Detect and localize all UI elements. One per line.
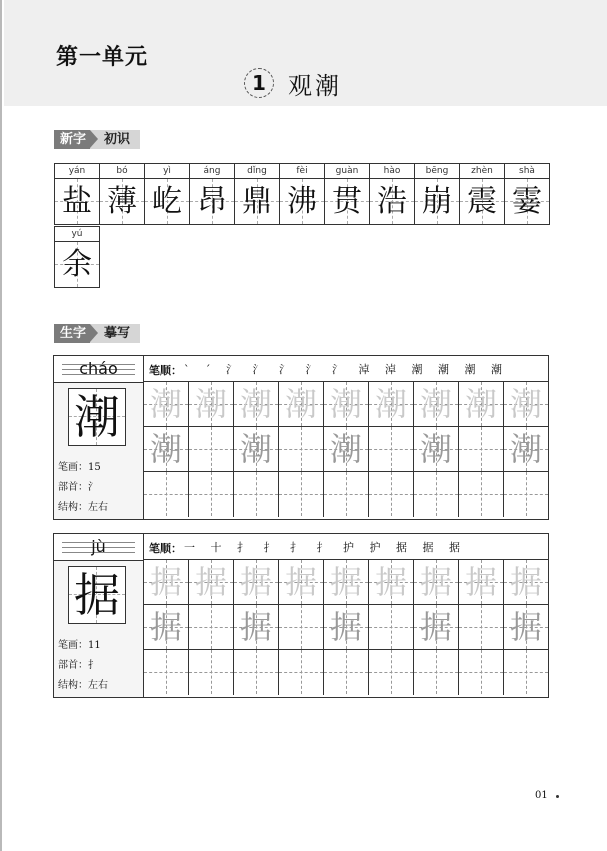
new-char-cell [459,163,505,225]
guide-line-v [301,472,302,516]
page-header [4,0,607,106]
practice-cell[interactable] [234,382,279,427]
guide-line-v [301,650,302,694]
practice-cell[interactable] [189,560,234,605]
new-char-pinyin: bēng [415,164,459,179]
practice-cell[interactable] [504,427,549,472]
practice-cell[interactable] [414,560,459,605]
practice-cell[interactable] [459,650,504,695]
page-number: 01 [535,790,548,801]
practice-cell[interactable] [279,472,324,517]
practice-cell[interactable] [459,427,504,472]
guide-line-v [166,650,167,694]
trace-char: 潮 [194,385,227,423]
new-char-glyph: 薄 [107,184,137,219]
practice-cell[interactable] [144,427,189,472]
trace-char: 潮 [509,385,542,423]
practice-cell[interactable] [504,382,549,427]
practice-pinyin: cháo [79,359,118,378]
practice-cell[interactable] [144,605,189,650]
new-char-glyph: 崩 [422,184,452,219]
new-char-cell [234,163,280,225]
practice-cell[interactable] [279,560,324,605]
new-char-pinyin: yú [55,227,99,242]
practice-cell[interactable] [369,472,414,517]
section-tag-new-chars [54,130,140,149]
guide-line-v [211,427,212,471]
guide-line-v [436,472,437,516]
model-char: 潮 [74,390,120,444]
guide-line-v [211,605,212,649]
practice-block [53,355,549,520]
tag-dark: 新字 [54,130,90,149]
stroke-count-label: 笔画：11 [58,640,101,651]
guide-line-v [391,427,392,471]
practice-cell[interactable] [324,650,369,695]
new-char-pinyin: yì [145,164,189,179]
practice-cell[interactable] [279,382,324,427]
new-char-cell [369,163,415,225]
trace-char: 据 [194,563,227,601]
guide-line-v [301,605,302,649]
stroke-order-label: 笔顺： [149,364,182,377]
guide-line-v [391,605,392,649]
stroke-sequence: ` ˊ 氵 氵 氵 氵 氵 淖 淖 潮 潮 潮 潮 [184,363,508,376]
practice-cell[interactable] [324,472,369,517]
trace-char: 据 [329,608,362,646]
lesson-heading [244,66,342,100]
practice-cell[interactable] [504,605,549,650]
practice-cell[interactable] [234,427,279,472]
new-char-cell [279,163,325,225]
new-char-pinyin: zhèn [460,164,504,179]
new-char-glyph: 昂 [197,184,227,219]
practice-cell[interactable] [369,427,414,472]
unit-title: 第一单元 [56,45,149,70]
trace-char: 潮 [149,385,182,423]
trace-char: 潮 [419,385,452,423]
guide-line-v [526,472,527,516]
page-dot [556,795,559,798]
trace-char: 潮 [149,430,182,468]
guide-line-v [256,472,257,516]
practice-cell[interactable] [234,605,279,650]
guide-line-v [346,472,347,516]
trace-char: 潮 [329,430,362,468]
new-char-cell [504,163,550,225]
new-char-cell [99,163,145,225]
model-char: 据 [74,568,120,622]
new-char-glyph: 鼎 [242,184,272,219]
new-char-glyph: 贯 [332,184,362,219]
new-char-cell [144,163,190,225]
guide-line-v [481,427,482,471]
practice-cell[interactable] [234,472,279,517]
new-char-cell [54,163,100,225]
practice-cell[interactable] [504,650,549,695]
radical-label: 部首：扌 [58,660,98,671]
practice-cell[interactable] [414,650,459,695]
practice-cell[interactable] [189,605,234,650]
tag-light: 初识 [90,130,140,149]
stroke-order-row [144,356,548,382]
practice-cell[interactable] [369,650,414,695]
new-char-pinyin: fèi [280,164,324,179]
practice-cell[interactable] [189,472,234,517]
guide-line-v [391,472,392,516]
trace-char: 据 [149,563,182,601]
practice-pinyin: jù [91,537,106,556]
practice-cell[interactable] [369,382,414,427]
practice-cell[interactable] [414,605,459,650]
guide-line-v [211,650,212,694]
pinyin-box [54,356,143,383]
new-char-cell [414,163,460,225]
practice-cell[interactable] [234,560,279,605]
practice-cell[interactable] [234,650,279,695]
trace-char: 据 [419,608,452,646]
practice-cell[interactable] [324,560,369,605]
stroke-order-row [144,534,548,560]
guide-line-v [481,650,482,694]
practice-cell[interactable] [189,382,234,427]
new-char-cell [324,163,370,225]
tag-dark: 生字 [54,324,90,343]
char-info-column [54,534,144,697]
practice-cell[interactable] [279,605,324,650]
new-char-pinyin: hào [370,164,414,179]
new-char-glyph: 屹 [152,184,182,219]
practice-cell[interactable] [459,382,504,427]
new-char-pinyin: dǐng [235,164,279,179]
practice-cell[interactable] [414,427,459,472]
trace-char: 据 [239,608,272,646]
new-char-glyph: 盐 [62,184,92,219]
pinyin-box [54,534,143,561]
practice-cell[interactable] [189,427,234,472]
trace-char: 据 [419,563,452,601]
trace-char: 潮 [329,385,362,423]
practice-cell[interactable] [279,650,324,695]
trace-char: 潮 [464,385,497,423]
practice-cell[interactable] [459,472,504,517]
new-char-pinyin: guàn [325,164,369,179]
trace-char: 据 [329,563,362,601]
trace-char: 据 [509,563,542,601]
lesson-number: 1 [244,68,274,98]
trace-char: 潮 [284,385,317,423]
guide-line-v [526,650,527,694]
new-char-pinyin: bó [100,164,144,179]
practice-cell[interactable] [324,427,369,472]
stroke-sequence: 一 十 扌 扌 扌 扌 护 护 据 据 据 [184,541,466,554]
trace-char: 潮 [239,385,272,423]
new-char-pinyin: shà [505,164,549,179]
stroke-count-label: 笔画：15 [58,462,101,473]
radical-label: 部首：氵 [58,482,98,493]
model-char-box [68,388,126,446]
guide-line-v [391,650,392,694]
new-char-pinyin: áng [190,164,234,179]
practice-cell[interactable] [144,650,189,695]
practice-cell[interactable] [324,382,369,427]
trace-char: 据 [284,563,317,601]
guide-line-v [211,472,212,516]
practice-cell[interactable] [459,560,504,605]
trace-char: 据 [149,608,182,646]
practice-cell[interactable] [144,560,189,605]
trace-char: 据 [464,563,497,601]
new-char-glyph: 霎 [512,184,542,219]
practice-cell[interactable] [414,472,459,517]
guide-line-v [301,427,302,471]
guide-line-v [346,650,347,694]
guide-line-v [481,605,482,649]
new-char-glyph: 浩 [377,184,407,219]
new-char-cell [189,163,235,225]
new-char-pinyin: yán [55,164,99,179]
practice-cell[interactable] [369,560,414,605]
char-info-column [54,356,144,519]
new-char-glyph: 震 [467,184,497,219]
practice-cell[interactable] [459,605,504,650]
practice-block [53,533,549,698]
trace-char: 潮 [374,385,407,423]
practice-cell[interactable] [144,382,189,427]
lesson-title: 观潮 [288,71,342,100]
tag-light: 摹写 [90,324,140,343]
structure-label: 结构：左右 [58,680,108,691]
stroke-order-label: 笔顺： [149,542,182,555]
trace-char: 据 [509,608,542,646]
practice-cell[interactable] [504,472,549,517]
trace-char: 潮 [509,430,542,468]
new-char-glyph: 余 [62,247,92,282]
practice-cell[interactable] [324,605,369,650]
practice-cell[interactable] [144,472,189,517]
trace-char: 据 [239,563,272,601]
guide-line-v [166,472,167,516]
trace-char: 据 [374,563,407,601]
guide-line-v [481,472,482,516]
new-char-glyph: 沸 [287,184,317,219]
new-char-cell [54,226,100,288]
guide-line-v [436,650,437,694]
trace-char: 潮 [239,430,272,468]
practice-cell[interactable] [189,650,234,695]
section-tag-write [54,324,140,343]
model-char-box [68,566,126,624]
practice-cell[interactable] [369,605,414,650]
page-edge [0,0,2,851]
trace-char: 潮 [419,430,452,468]
guide-line-v [256,650,257,694]
structure-label: 结构：左右 [58,502,108,513]
practice-cell[interactable] [414,382,459,427]
practice-cell[interactable] [504,560,549,605]
practice-cell[interactable] [279,427,324,472]
